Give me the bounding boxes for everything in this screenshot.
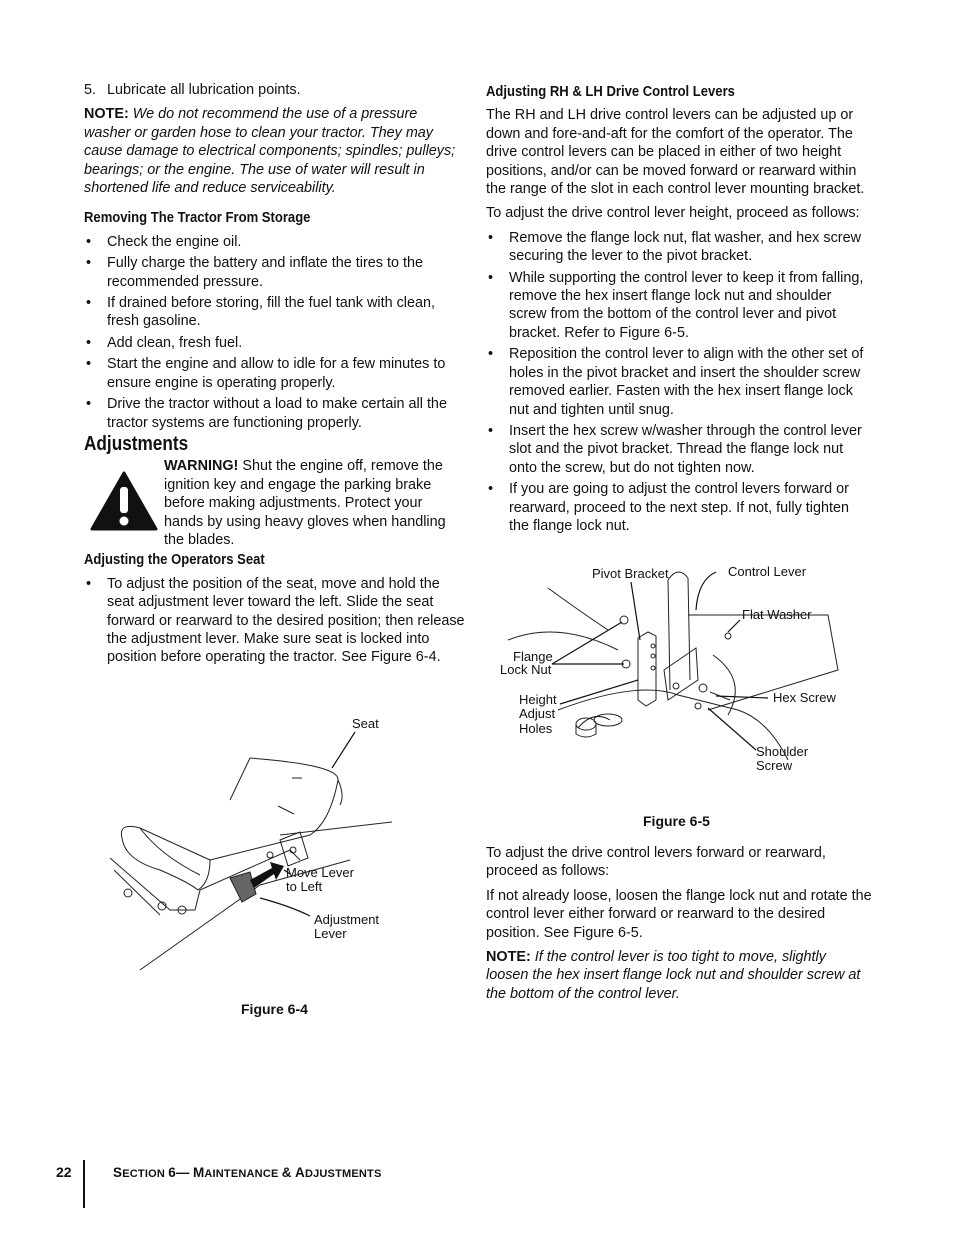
seat-heading: Adjusting the Operators Seat bbox=[84, 551, 265, 569]
label-height-adjust-holes-2: Adjust bbox=[519, 706, 556, 721]
label-shoulder-screw-2: Screw bbox=[756, 758, 793, 773]
section-word-ection: ECTION bbox=[122, 1168, 165, 1180]
section-word-djustments: DJUSTMENTS bbox=[304, 1168, 382, 1180]
list-item: • Insert the hex screw w/washer through the control lever slot and the pivot bracket. Thread the flange lock nut onto the screw, but do not tighten now. bbox=[486, 422, 872, 477]
list-item: • Add clean, fresh fuel. bbox=[84, 334, 466, 352]
label-height-adjust-holes: Height bbox=[519, 692, 557, 707]
seat-list bbox=[84, 575, 466, 667]
note-tight-lever bbox=[486, 948, 872, 1003]
note-label: NOTE: bbox=[486, 949, 531, 966]
seat-illustration bbox=[100, 710, 420, 980]
levers-intro: The RH and LH drive control levers can be adjusted up or down and fore-and-aft for the comfort of the operator. The drive control levers can be placed in either of two height positions, and/or can be moved forward or rearward within the range of the slot in each control lever mounting bracket. bbox=[486, 107, 865, 198]
note-text: If the control lever is too tight to move, slightly loosen the hex insert flange lock nut and shoulder screw at the bottom of the control lever. bbox=[486, 949, 861, 1002]
warning-text-block bbox=[164, 457, 464, 549]
page-number: 22 bbox=[56, 1164, 72, 1180]
warning-block bbox=[84, 457, 466, 548]
step-number: 5. bbox=[84, 82, 97, 98]
label-hex-screw: Hex Screw bbox=[773, 690, 836, 705]
list-item: • Reposition the control lever to align with the other set of holes in the pivot bracket and insert the shoulder screw removed earlier. Fasten with the hex insert flange lock nut and tighten until snug. bbox=[486, 345, 872, 419]
list-item: • While supporting the control lever to keep it from falling, remove the hex insert flange lock nut and shoulder screw from the bottom of the control lever and pivot bracket. Refer to Figure 6-5. bbox=[486, 269, 872, 343]
fore-aft-text: If not already loose, loosen the flange lock nut and rotate the control lever either forward or rearward to the desired position. See Figure 6-5. bbox=[486, 887, 872, 941]
section-initial-s: S bbox=[113, 1165, 123, 1180]
list-item: • If you are going to adjust the control levers forward or rearward, proceed to the next step. If not, fully tighten the flange lock nut. bbox=[486, 480, 872, 535]
label-pivot-bracket: Pivot Bracket bbox=[592, 566, 669, 581]
height-intro: To adjust the drive control lever height, proceed as follows: bbox=[486, 205, 860, 222]
levers-heading: Adjusting RH & LH Drive Control Levers bbox=[486, 83, 735, 100]
label-seat: Seat bbox=[352, 716, 379, 731]
list-item: • Drive the tractor without a load to make certain all the tractor systems are functioning properly. bbox=[84, 395, 466, 432]
storage-heading: Removing The Tractor From Storage bbox=[84, 209, 311, 227]
figure-6-5-caption: Figure 6-5 bbox=[643, 813, 710, 829]
section-initial-a: A bbox=[295, 1165, 305, 1180]
section-initial-m: M bbox=[192, 1165, 205, 1180]
list-item: • If drained before storing, fill the fuel tank with clean, fresh gasoline. bbox=[84, 294, 466, 331]
label-flange-lock-nut-2: Lock Nut bbox=[500, 662, 552, 677]
list-item: • Fully charge the battery and inflate the tires to the recommended pressure. bbox=[84, 254, 466, 291]
warning-icon bbox=[90, 471, 158, 531]
section-ampersand: & bbox=[281, 1165, 292, 1180]
label-flat-washer: Flat Washer bbox=[742, 607, 812, 622]
section-word-aintenance: AINTENANCE bbox=[204, 1168, 279, 1180]
height-list bbox=[486, 229, 872, 536]
note-label: NOTE: bbox=[84, 106, 129, 123]
step-5 bbox=[84, 81, 466, 99]
label-move-lever-2: to Left bbox=[286, 879, 323, 894]
fore-aft-intro: To adjust the drive control levers forward or rearward, proceed as follows: bbox=[486, 845, 826, 880]
note-pressure-washer bbox=[84, 105, 466, 197]
label-move-lever: Move Lever bbox=[286, 865, 354, 880]
label-flange-lock-nut: Flange bbox=[513, 649, 553, 664]
note-text: We do not recommend the use of a pressure washer or garden hose to clean your tractor. They may cause damage to electrical components; spindles; pulleys; bearings; or the engine. The use of water will result in shortened life and reduce serviceability. bbox=[84, 106, 456, 197]
left-column bbox=[84, 81, 466, 670]
figure-6-5 bbox=[498, 560, 858, 780]
storage-list bbox=[84, 233, 466, 432]
adjustments-heading: Adjustments bbox=[84, 432, 189, 455]
list-item: • Remove the flange lock nut, flat washer, and hex screw securing the lever to the pivot bracket. bbox=[486, 229, 872, 266]
label-control-lever: Control Lever bbox=[728, 564, 807, 579]
list-item: • Start the engine and allow to idle for a few minutes to ensure engine is operating properly. bbox=[84, 355, 466, 392]
right-column bbox=[486, 83, 872, 538]
figure-6-4 bbox=[100, 710, 420, 980]
page-footer bbox=[0, 1160, 954, 1210]
warning-label: WARNING! bbox=[164, 458, 239, 475]
section-title bbox=[113, 1165, 382, 1180]
right-column-lower bbox=[486, 844, 872, 1009]
section-number: 6— bbox=[168, 1165, 190, 1180]
figure-6-4-caption: Figure 6-4 bbox=[241, 1001, 308, 1017]
warning-text: Shut the engine off, remove the ignition key and engage the parking brake before making adjustments. Protect your hands by using heavy gloves when handling the blades. bbox=[164, 458, 446, 548]
label-adjustment-lever-2: Lever bbox=[314, 926, 347, 941]
footer-divider bbox=[83, 1160, 85, 1208]
step-text: Lubricate all lubrication points. bbox=[107, 82, 301, 98]
label-shoulder-screw: Shoulder bbox=[756, 744, 809, 759]
list-item: • To adjust the position of the seat, move and hold the seat adjustment lever toward the left. Slide the seat forward or rearward to the desired position; then release the adjustment lever. Make sure seat is locked into position before operating the tractor. See Figure 6-4. bbox=[84, 575, 466, 667]
list-item: • Check the engine oil. bbox=[84, 233, 466, 251]
label-adjustment-lever: Adjustment bbox=[314, 912, 380, 927]
label-height-adjust-holes-3: Holes bbox=[519, 721, 553, 736]
